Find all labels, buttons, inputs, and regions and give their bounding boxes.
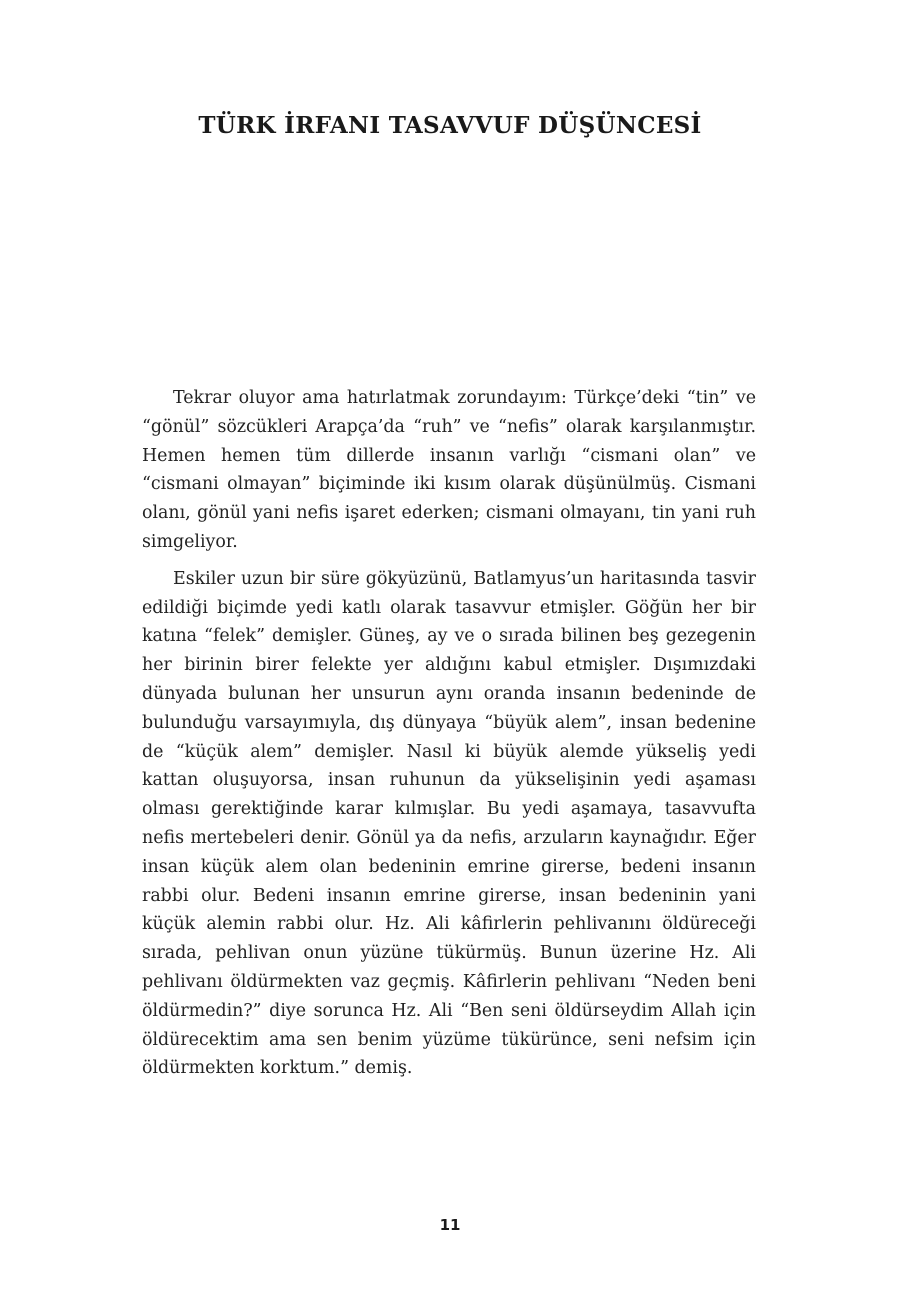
paragraph: Eskiler uzun bir süre gökyüzünü, Batlamyus’un haritasında tasvir edildiği biçimde yedi katlı olarak tasavvur etmişler. Göğün her bir katına “felek” demişler. Güneş, ay ve o sırada bilinen beş gezegenin her birinin birer felekte yer aldığını kabul etmişler. Dışımızdaki dünyada bulunan her unsurun aynı oranda insanın bedeninde de bulunduğu varsayımıyla, dış dünyaya “büyük alem”, insan bedenine de “küçük alem” demişler. Nasıl ki büyük alemde yükseliş yedi kattan oluşuyorsa, insan ruhunun da yükselişinin yedi aşaması olması gerektiğinde karar kılmışlar. Bu yedi aşamaya, tasavvufta nefis mertebeleri denir. Gönül ya da nefis, arzuların kaynağıdır. Eğer insan küçük alem olan bedeninin emrine girerse, bedeni insanın rabbi olur. Bedeni insanın emrine girerse, insan bedeninin yani küçük alemin rabbi olur. Hz. Ali kâfirlerin pehlivanını öldüreceği sırada, pehlivan onun yüzüne tükürmüş. Bunun üzerine Hz. Ali pehlivanı öldürmekten vaz geçmiş. Kâfirlerin pehlivanı “Neden beni öldürmedin?” diye sorunca Hz. Ali “Ben seni öldürseydim Allah için öldürecektim ama sen benim yüzüme tükürünce, seni nefsim için öldürmekten korktum.” demiş.: [142, 568, 756, 1079]
body-text: [142, 384, 756, 1091]
page-number: 11: [439, 1216, 461, 1234]
chapter-title: TÜRK İRFANI TASAVVUF DÜŞÜNCESİ: [198, 112, 702, 139]
paragraph: Tekrar oluyor ama hatırlatmak zorundayım: Türkçe’deki “tin” ve “gönül” sözcükleri Arapça’da “ruh” ve “nefis” olarak karşılanmıştır. Hemen hemen tüm dillerde insanın varlığı “cismani olan” ve “cismani olmayan” biçiminde iki kısım olarak düşünülmüş. Cismani olanı, gönül yani nefis işaret ederken; cismani olmayanı, tin yani ruh simgeliyor.: [142, 388, 756, 552]
